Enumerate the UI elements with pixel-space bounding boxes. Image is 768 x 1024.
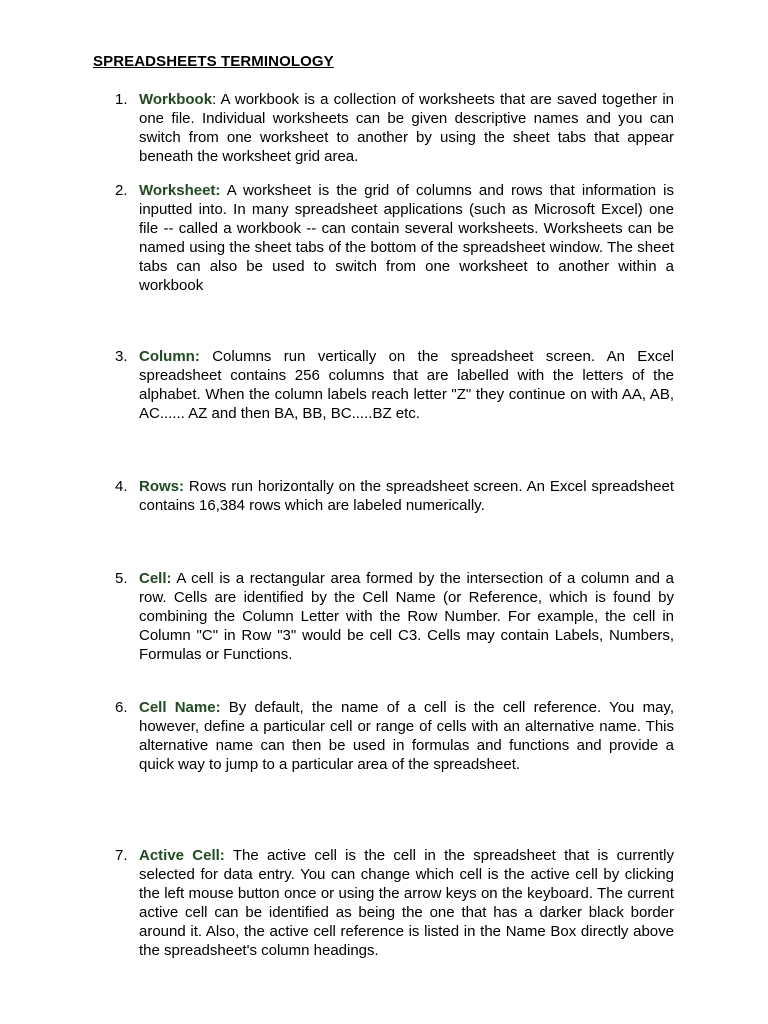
list-item-workbook: [115, 90, 674, 166]
definition-workbook: A workbook is a collection of worksheets that are saved together in one file. Individual worksheets can be given descriptive names and you can switch from one worksheet to another by using the sheet tabs that appear beneath the worksheet grid area.: [139, 91, 674, 165]
list-item-rows: [115, 477, 674, 515]
term-rows: Rows:: [139, 478, 184, 495]
term-cell: Cell:: [139, 570, 172, 587]
document-title: SPREADSHEETS TERMINOLOGY: [93, 53, 334, 70]
list-item-number: 6.: [115, 699, 128, 716]
definition-column: Columns run vertically on the spreadsheet screen. An Excel spreadsheet contains 256 columns that are labelled with the letters of the alphabet. When the column labels reach letter "Z" they continue on with AA, AB, AC...... AZ and then BA, BB, BC.....BZ etc.: [139, 348, 674, 422]
term-worksheet: Worksheet:: [139, 182, 221, 199]
list-item-worksheet: [115, 181, 674, 295]
list-item-cell: [115, 569, 674, 664]
list-item-cell-name: [115, 698, 674, 774]
list-item-number: 2.: [115, 182, 128, 199]
term-cell-name: Cell Name:: [139, 699, 221, 716]
definition-cell-name: By default, the name of a cell is the cell reference. You may, however, define a particular cell or range of cells with an alternative name. This alternative name can then be used in formulas and functions and provide a quick way to jump to a particular area of the spreadsheet.: [139, 699, 674, 773]
list-item-number: 4.: [115, 478, 128, 495]
term-separator: [225, 847, 233, 864]
list-item-number: 3.: [115, 348, 128, 365]
list-item-number: 1.: [115, 91, 128, 108]
term-active-cell: Active Cell:: [139, 847, 225, 864]
term-column: Column:: [139, 348, 200, 365]
list-item-number: 5.: [115, 570, 128, 587]
definition-cell: A cell is a rectangular area formed by the intersection of a column and a row. Cells are identified by the Cell Name (or Reference, which is found by combining the Column Letter with the Row Number. For example, the cell in Column "C" in Row "3" would be cell C3. Cells may contain Labels, Numbers, Formulas or Functions.: [139, 570, 674, 663]
definition-active-cell: The active cell is the cell in the spreadsheet that is currently selected for data entry. You can change which cell is the active cell by clicking the left mouse button once or using the arrow keys on the keyboard. The current active cell can be identified as being the one that has a darker black border around it. Also, the active cell reference is listed in the Name Box directly above the spreadsheet's column headings.: [139, 847, 675, 959]
term-separator: :: [212, 91, 221, 108]
term-separator: [221, 699, 229, 716]
list-item-number: 7.: [115, 847, 128, 864]
definition-worksheet: A worksheet is the grid of columns and rows that information is inputted into. In many spreadsheet applications (such as Microsoft Excel) one file -- called a workbook -- can contain several worksheets. Worksheets can be named using the sheet tabs of the bottom of the spreadsheet window. The sheet tabs can also be used to switch from one worksheet to another within a workbook: [139, 182, 674, 294]
list-item-active-cell: [115, 846, 675, 960]
list-item-column: [115, 347, 674, 423]
definition-rows: Rows run horizontally on the spreadsheet screen. An Excel spreadsheet contains 16,384 rows which are labeled numerically.: [139, 478, 674, 514]
term-separator: [200, 348, 212, 365]
term-workbook: Workbook: [139, 91, 213, 108]
